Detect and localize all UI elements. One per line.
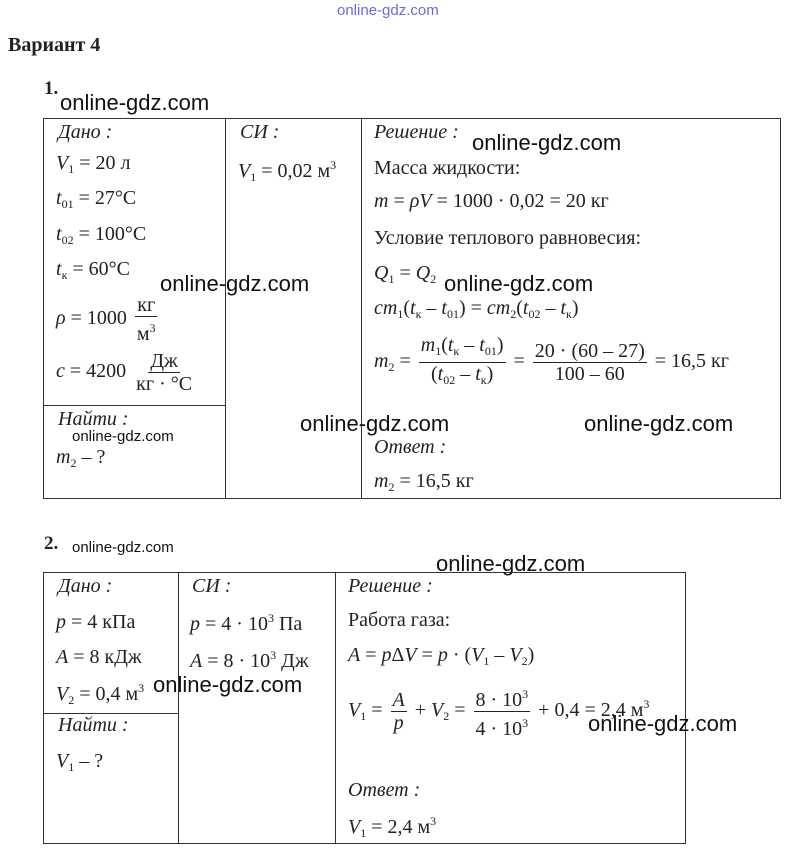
page-title: Вариант 4 <box>8 34 101 56</box>
find-header: Найти : <box>58 714 129 736</box>
work-formula: $A = p\Delta V = p \cdot (V_1 - V_2)$ <box>348 644 535 668</box>
given-v1: $V_1 = 20$ л <box>56 152 131 176</box>
mass-label: Масса жидкости: <box>374 157 521 179</box>
work-label: Работа газа: <box>348 609 451 631</box>
given-tk: $t_к = 60^\circ С$ <box>56 258 131 282</box>
equilibrium-label: Условие теплового равновесия: <box>374 227 642 249</box>
table-divider <box>335 572 336 844</box>
find-v1: $V_1$ – ? <box>56 750 104 774</box>
heat-equation: $cm_1(t_к - t_{01}) = cm_2(t_{02} - t_к)$ <box>374 297 579 321</box>
answer-header: Ответ : <box>348 779 421 801</box>
watermark-text: online-gdz.com <box>436 551 586 576</box>
v1-formula: $V_1$ = $\frac{A}{p}$ + $V_2$ = $\frac{8 \cdot 10^3}{4 \cdot 10^3}$ + 0,4 = 2,4 $м^3$ <box>348 683 649 740</box>
problem-2-number: 2. <box>44 533 59 554</box>
watermark-text: online-gdz.com <box>444 271 594 296</box>
si-p: $p = 4 \cdot 10^3$ Па <box>190 611 303 635</box>
find-m2: $m_2$ – ? <box>56 446 106 470</box>
watermark-text: online-gdz.com <box>160 271 310 296</box>
si-v1: $V_1 = 0,02$ $м^3$ <box>238 158 337 184</box>
given-v2: $V_2 = 0,4$ $м^3$ <box>56 681 145 707</box>
given-rho: ρ = 1000 $\frac{кг}{м^3}$ <box>56 294 156 345</box>
watermark-text: online-gdz.com <box>60 90 210 115</box>
find-header: Найти : <box>58 408 129 430</box>
watermark-text: online-gdz.com <box>72 428 174 445</box>
m2-formula: $m_2$ = $\frac{m_1(t_к - t_{01})}{(t_{02} - t_к)}$ = $\frac{20 \cdot (60 - 27)}{100 - 60}$ = 16,5 кг <box>374 334 729 387</box>
answer-value: $V_1 = 2,4$ $м^3$ <box>348 814 437 840</box>
table-divider <box>43 405 225 406</box>
given-c: c = 4200 $\frac{Дж}{кг \cdot ^\circ С}$ <box>56 350 193 395</box>
given-a: A = 8 кДж <box>56 646 142 668</box>
top-watermark: online-gdz.com <box>337 2 439 19</box>
solution-header: Решение : <box>348 575 433 597</box>
given-p: p = 4 кПа <box>56 611 136 633</box>
watermark-text: online-gdz.com <box>72 539 174 556</box>
si-header: СИ : <box>240 121 280 143</box>
watermark-text: online-gdz.com <box>588 711 738 736</box>
mass-formula: m = ρV = 1000 · 0,02 = 20 кг <box>374 190 609 212</box>
si-header: СИ : <box>192 575 232 597</box>
given-t01: $t_{01} = 27^\circ С$ <box>56 187 137 211</box>
watermark-text: online-gdz.com <box>472 130 622 155</box>
watermark-text: online-gdz.com <box>584 411 734 436</box>
given-header: Дано : <box>58 575 113 597</box>
answer-header: Ответ : <box>374 436 447 458</box>
given-t02: $t_{02} = 100^\circ С$ <box>56 223 147 247</box>
table-divider <box>225 118 226 499</box>
problem-1-number: 1. <box>44 78 59 99</box>
table-divider <box>361 118 362 499</box>
si-a: $A = 8 \cdot 10^3$ Дж <box>190 648 309 672</box>
watermark-text: online-gdz.com <box>153 672 303 697</box>
given-header: Дано : <box>58 121 113 143</box>
answer-value: $m_2 = 16,5$ кг <box>374 470 474 494</box>
heat-balance: $Q_1 = Q_2$ <box>374 262 437 286</box>
watermark-text: online-gdz.com <box>300 411 450 436</box>
solution-header: Решение : <box>374 121 459 143</box>
table-divider <box>178 572 179 844</box>
